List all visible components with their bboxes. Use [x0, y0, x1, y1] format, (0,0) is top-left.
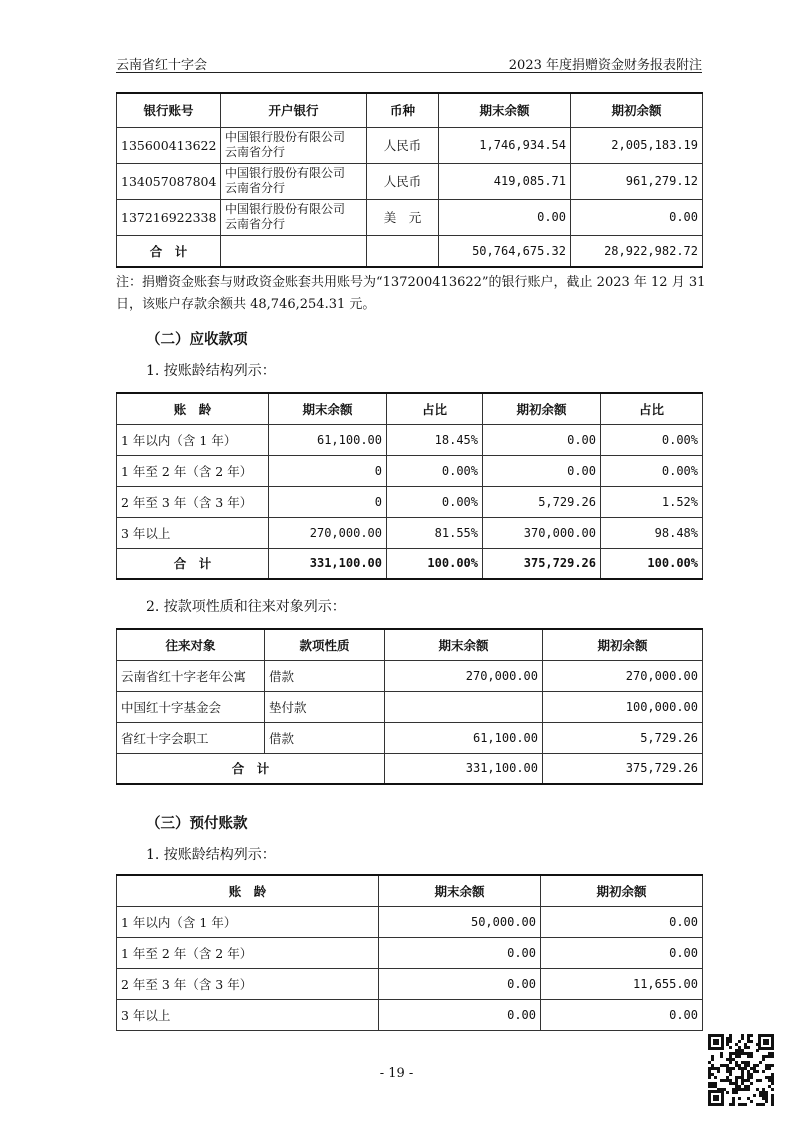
end-balance: 61,100.00	[385, 722, 543, 753]
end-balance: 0	[269, 455, 387, 486]
page-number: - 19 -	[379, 1066, 414, 1081]
subsection-age-structure: 1. 按账龄结构列示：	[146, 363, 276, 379]
table-row	[117, 486, 703, 517]
total-end-ratio: 100.00%	[387, 548, 483, 579]
col-header: 期初余额	[541, 875, 703, 906]
col-header: 期末余额	[269, 393, 387, 424]
end-balance: 0.00	[379, 968, 541, 999]
empty-cell	[221, 235, 367, 267]
begin-balance: 11,655.00	[541, 968, 703, 999]
end-balance: 0.00	[379, 999, 541, 1030]
begin-balance: 0.00	[483, 455, 601, 486]
bank-name-line: 中国银行股份有限公司	[225, 202, 346, 216]
end-balance: 270,000.00	[385, 660, 543, 691]
begin-balance: 0.00	[541, 999, 703, 1030]
begin-balance: 961,279.12	[571, 163, 703, 199]
end-balance: 1,746,934.54	[439, 127, 571, 163]
total-label: 合 计	[117, 548, 269, 579]
table-row	[117, 722, 703, 753]
begin-balance: 100,000.00	[543, 691, 703, 722]
end-balance: 61,100.00	[269, 424, 387, 455]
bank-name-line: 云南省分行	[225, 145, 286, 159]
table-header-row	[117, 629, 703, 660]
begin-ratio: 0.00%	[601, 424, 703, 455]
end-balance: 0.00	[439, 199, 571, 235]
total-row	[117, 235, 703, 267]
begin-ratio: 1.52%	[601, 486, 703, 517]
total-begin-balance: 375,729.26	[483, 548, 601, 579]
end-balance	[385, 691, 543, 722]
col-header: 币种	[367, 93, 439, 127]
total-end-balance: 50,764,675.32	[439, 235, 571, 267]
qr-code-icon	[706, 1032, 776, 1108]
end-balance: 0	[269, 486, 387, 517]
total-end-balance: 331,100.00	[269, 548, 387, 579]
age-bracket: 1 年至 2 年（含 2 年）	[117, 937, 379, 968]
payment-nature: 垫付款	[265, 691, 385, 722]
currency: 美 元	[367, 199, 439, 235]
account-number: 134057087804	[117, 163, 221, 199]
table-header-row	[117, 875, 703, 906]
total-begin-balance: 28,922,982.72	[571, 235, 703, 267]
account-note: 注：捐赠资金账套与财政资金账套共用账号为“137200413622”的银行账户，截止 2023 年 12 月 31 日，该账户存款余额共 48,746,254.31 元。	[116, 275, 706, 312]
table-header-row	[117, 93, 703, 127]
currency: 人民币	[367, 163, 439, 199]
age-bracket: 1 年以内（含 1 年）	[117, 424, 269, 455]
col-header: 账 龄	[117, 875, 379, 906]
bank-name	[221, 199, 367, 235]
end-ratio: 81.55%	[387, 517, 483, 548]
col-header: 往来对象	[117, 629, 265, 660]
total-begin-ratio: 100.00%	[601, 548, 703, 579]
end-ratio: 0.00%	[387, 486, 483, 517]
end-ratio: 0.00%	[387, 455, 483, 486]
end-balance: 0.00	[379, 937, 541, 968]
age-bracket: 3 年以上	[117, 999, 379, 1030]
age-bracket: 1 年以内（含 1 年）	[117, 906, 379, 937]
age-bracket: 1 年至 2 年（含 2 年）	[117, 455, 269, 486]
table-row	[117, 660, 703, 691]
section-title-prepaid: （三）预付账款	[146, 816, 248, 832]
currency: 人民币	[367, 127, 439, 163]
col-header: 账 龄	[117, 393, 269, 424]
end-ratio: 18.45%	[387, 424, 483, 455]
col-header: 期末余额	[379, 875, 541, 906]
receivable-party-table	[116, 628, 703, 785]
account-number: 135600413622	[117, 127, 221, 163]
col-header: 占比	[601, 393, 703, 424]
table-row	[117, 163, 703, 199]
table-row	[117, 424, 703, 455]
prepaid-age-table	[116, 874, 703, 1031]
total-row	[117, 548, 703, 579]
total-label: 合 计	[117, 235, 221, 267]
col-header: 占比	[387, 393, 483, 424]
table-row	[117, 691, 703, 722]
end-balance: 270,000.00	[269, 517, 387, 548]
age-bracket: 2 年至 3 年（含 3 年）	[117, 968, 379, 999]
begin-balance: 270,000.00	[543, 660, 703, 691]
total-begin-balance: 375,729.26	[543, 753, 703, 784]
payment-nature: 借款	[265, 660, 385, 691]
payment-nature: 借款	[265, 722, 385, 753]
receivable-age-table	[116, 392, 703, 580]
counterparty: 中国红十字基金会	[117, 691, 265, 722]
begin-balance: 2,005,183.19	[571, 127, 703, 163]
age-bracket: 2 年至 3 年（含 3 年）	[117, 486, 269, 517]
col-header: 款项性质	[265, 629, 385, 660]
col-header: 期初余额	[543, 629, 703, 660]
bank-name-line: 云南省分行	[225, 181, 286, 195]
table-row	[117, 999, 703, 1030]
col-header: 期初余额	[483, 393, 601, 424]
total-row	[117, 753, 703, 784]
begin-balance: 370,000.00	[483, 517, 601, 548]
counterparty: 省红十字会职工	[117, 722, 265, 753]
begin-ratio: 98.48%	[601, 517, 703, 548]
page-header	[116, 50, 702, 73]
table-header-row	[117, 393, 703, 424]
account-number: 137216922338	[117, 199, 221, 235]
begin-balance: 0.00	[541, 906, 703, 937]
begin-balance: 5,729.26	[483, 486, 601, 517]
begin-ratio: 0.00%	[601, 455, 703, 486]
age-bracket: 3 年以上	[117, 517, 269, 548]
subsection-by-party: 2. 按款项性质和往来对象列示：	[146, 599, 346, 615]
bank-name-line: 中国银行股份有限公司	[225, 130, 346, 144]
begin-balance: 0.00	[483, 424, 601, 455]
end-balance: 419,085.71	[439, 163, 571, 199]
col-header: 期初余额	[571, 93, 703, 127]
table-row	[117, 906, 703, 937]
begin-balance: 0.00	[571, 199, 703, 235]
col-header: 开户银行	[221, 93, 367, 127]
col-header: 期末余额	[439, 93, 571, 127]
total-end-balance: 331,100.00	[385, 753, 543, 784]
bank-name-line: 云南省分行	[225, 217, 286, 231]
subsection-age-structure: 1. 按账龄结构列示：	[146, 847, 276, 863]
table-row	[117, 455, 703, 486]
begin-balance: 5,729.26	[543, 722, 703, 753]
table-row	[117, 127, 703, 163]
col-header: 期末余额	[385, 629, 543, 660]
table-row	[117, 968, 703, 999]
end-balance: 50,000.00	[379, 906, 541, 937]
bank-account-table	[116, 92, 703, 268]
table-row	[117, 199, 703, 235]
begin-balance: 0.00	[541, 937, 703, 968]
col-header: 银行账号	[117, 93, 221, 127]
table-row	[117, 517, 703, 548]
bank-name-line: 中国银行股份有限公司	[225, 166, 346, 180]
bank-name	[221, 163, 367, 199]
header-org: 云南省红十字会	[116, 58, 208, 73]
header-report-title: 2023 年度捐赠资金财务报表附注	[508, 58, 702, 73]
total-label: 合 计	[117, 753, 385, 784]
counterparty: 云南省红十字老年公寓	[117, 660, 265, 691]
section-title-receivables: （二）应收款项	[146, 332, 248, 348]
table-row	[117, 937, 703, 968]
empty-cell	[367, 235, 439, 267]
bank-name	[221, 127, 367, 163]
